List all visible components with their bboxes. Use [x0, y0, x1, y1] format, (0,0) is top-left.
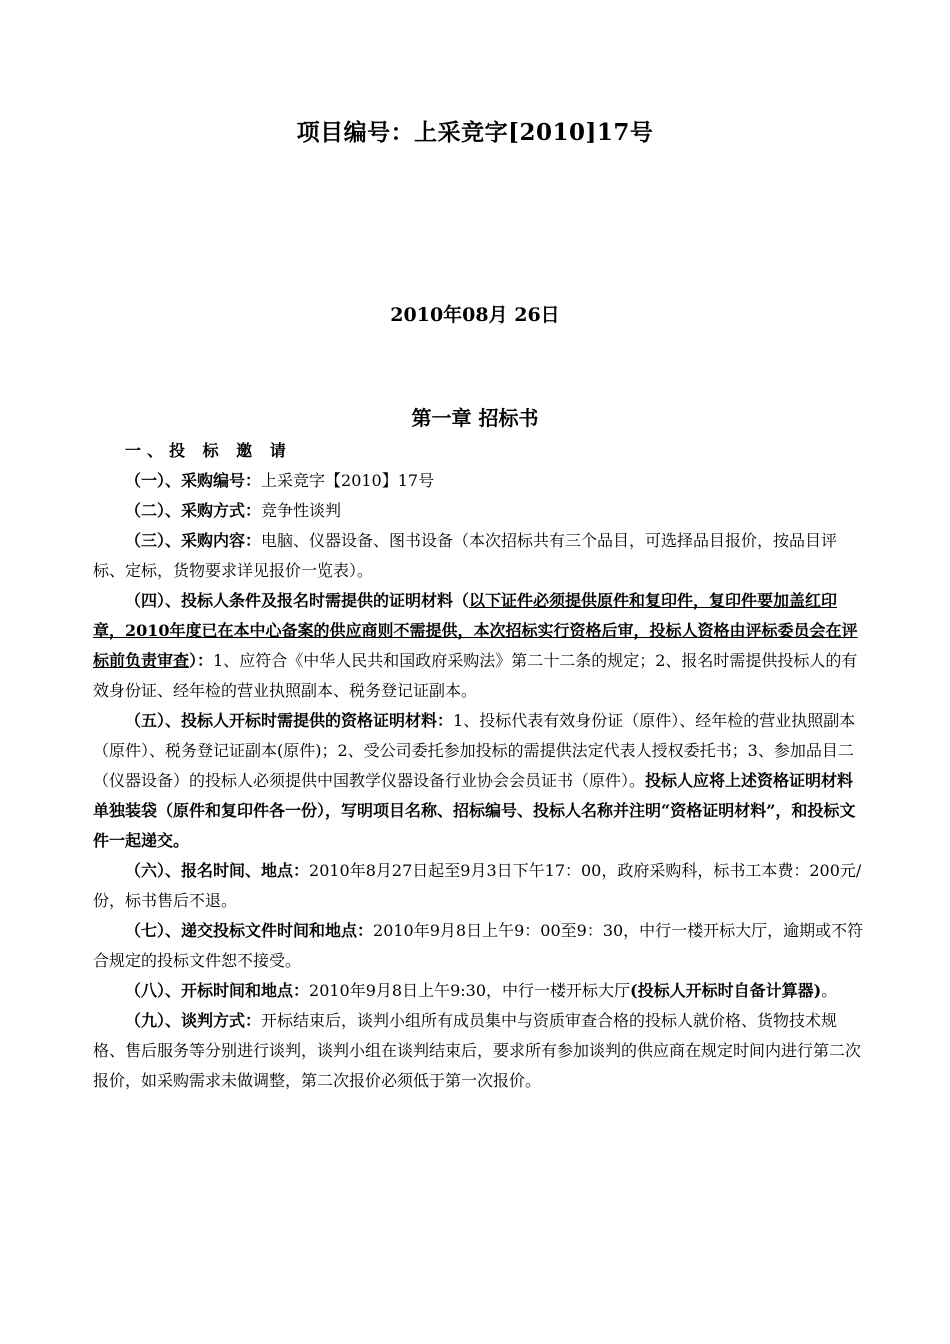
- item-9-label: （九）、谈判方式：: [125, 1011, 262, 1030]
- item-8-text: 2010年9月8日上午9:30，中行一楼开标大厅: [309, 981, 631, 1000]
- item-6: [93, 856, 868, 916]
- item-1-text: 上采竞字【2010】17号: [261, 471, 435, 490]
- item-4: [93, 586, 868, 706]
- item-5-bold-note: 投标人应将上述资格证明材料单独装袋（原件和复印件各一份），写明项目名称、招标编号、投标人名称并注明“资格证明材料”，和投标文件一起递交。: [93, 771, 856, 850]
- item-3-label: （三）、采购内容：: [125, 531, 262, 550]
- document-body: [93, 436, 868, 1096]
- item-5-label: （五）、投标人开标时需提供的资格证明材料：: [125, 711, 454, 730]
- item-6-label: （六）、报名时间、地点：: [125, 861, 310, 880]
- item-9-text: 开标结束后，谈判小组所有成员集中与资质审查合格的投标人就价格、货物技术规格、售后服务等分别进行谈判，谈判小组在谈判结束后，要求所有参加谈判的供应商在规定时间内进行第二次报价，如采购需求未做调整，第二次报价必须低于第一次报价。: [93, 1011, 862, 1090]
- item-8-label: （八）、开标时间和地点：: [125, 981, 310, 1000]
- item-9: [93, 1006, 868, 1096]
- item-7-text: 2010年9月8日上午9：00至9：30，中行一楼开标大厅，逾期或不符合规定的投标文件恕不接受。: [93, 921, 864, 970]
- item-4-underlined-note: 以下证件必须提供原件和复印件，复印件要加盖红印章，2010年度已在本中心备案的供应商则不需提供，本次招标实行资格后审，投标人资格由评标委员会在评标前负责审查: [93, 591, 858, 670]
- item-8-bold-note: (投标人开标时自备计算器): [630, 981, 822, 1000]
- item-3-text: 电脑、仪器设备、图书设备（本次招标共有三个品目，可选择品目报价，按品目评标、定标，货物要求详见报价一览表）。: [93, 531, 838, 580]
- item-4-text: 1、应符合《中华人民共和国政府采购法》第二十二条的规定；2、报名时需提供投标人的有效身份证、经年检的营业执照副本、税务登记证副本。: [93, 651, 858, 700]
- item-3: [93, 526, 868, 586]
- item-6-text: 2010年8月27日起至9月3日下午17：00，政府采购科，标书工本费：200元/份，标书售后不退。: [93, 861, 862, 910]
- document-date: 2010年08月 26日: [390, 304, 560, 326]
- item-8: [93, 976, 868, 1006]
- item-5-text: 1、投标代表有效身份证（原件）、经年检的营业执照副本（原件）、税务登记证副本(原件)；2、受公司委托参加投标的需提供法定代表人授权委托书；3、参加品目二（仪器设备）的投标人必须提供中国教学仪器设备行业协会会员证书（原件）。: [93, 711, 856, 790]
- item-8-end: 。: [821, 981, 838, 1000]
- item-5: [93, 706, 868, 856]
- item-7: [93, 916, 868, 976]
- item-1-label: （一）、采购编号：: [125, 471, 262, 490]
- item-4-label: （四）、投标人条件及报名时需提供的证明材料（: [125, 591, 470, 610]
- item-4-close: ）：: [189, 651, 214, 670]
- section-1-title: 一、投 标 邀 请: [125, 441, 292, 460]
- item-7-label: （七）、递交投标文件时间和地点：: [125, 921, 374, 940]
- item-1: [93, 466, 868, 496]
- item-2-text: 竞争性谈判: [261, 501, 342, 520]
- project-number: 项目编号：上采竞字[2010]17号: [296, 119, 654, 146]
- item-2-label: （二）、采购方式：: [125, 501, 262, 520]
- chapter-title: 第一章 招标书: [411, 406, 539, 430]
- item-2: [93, 496, 868, 526]
